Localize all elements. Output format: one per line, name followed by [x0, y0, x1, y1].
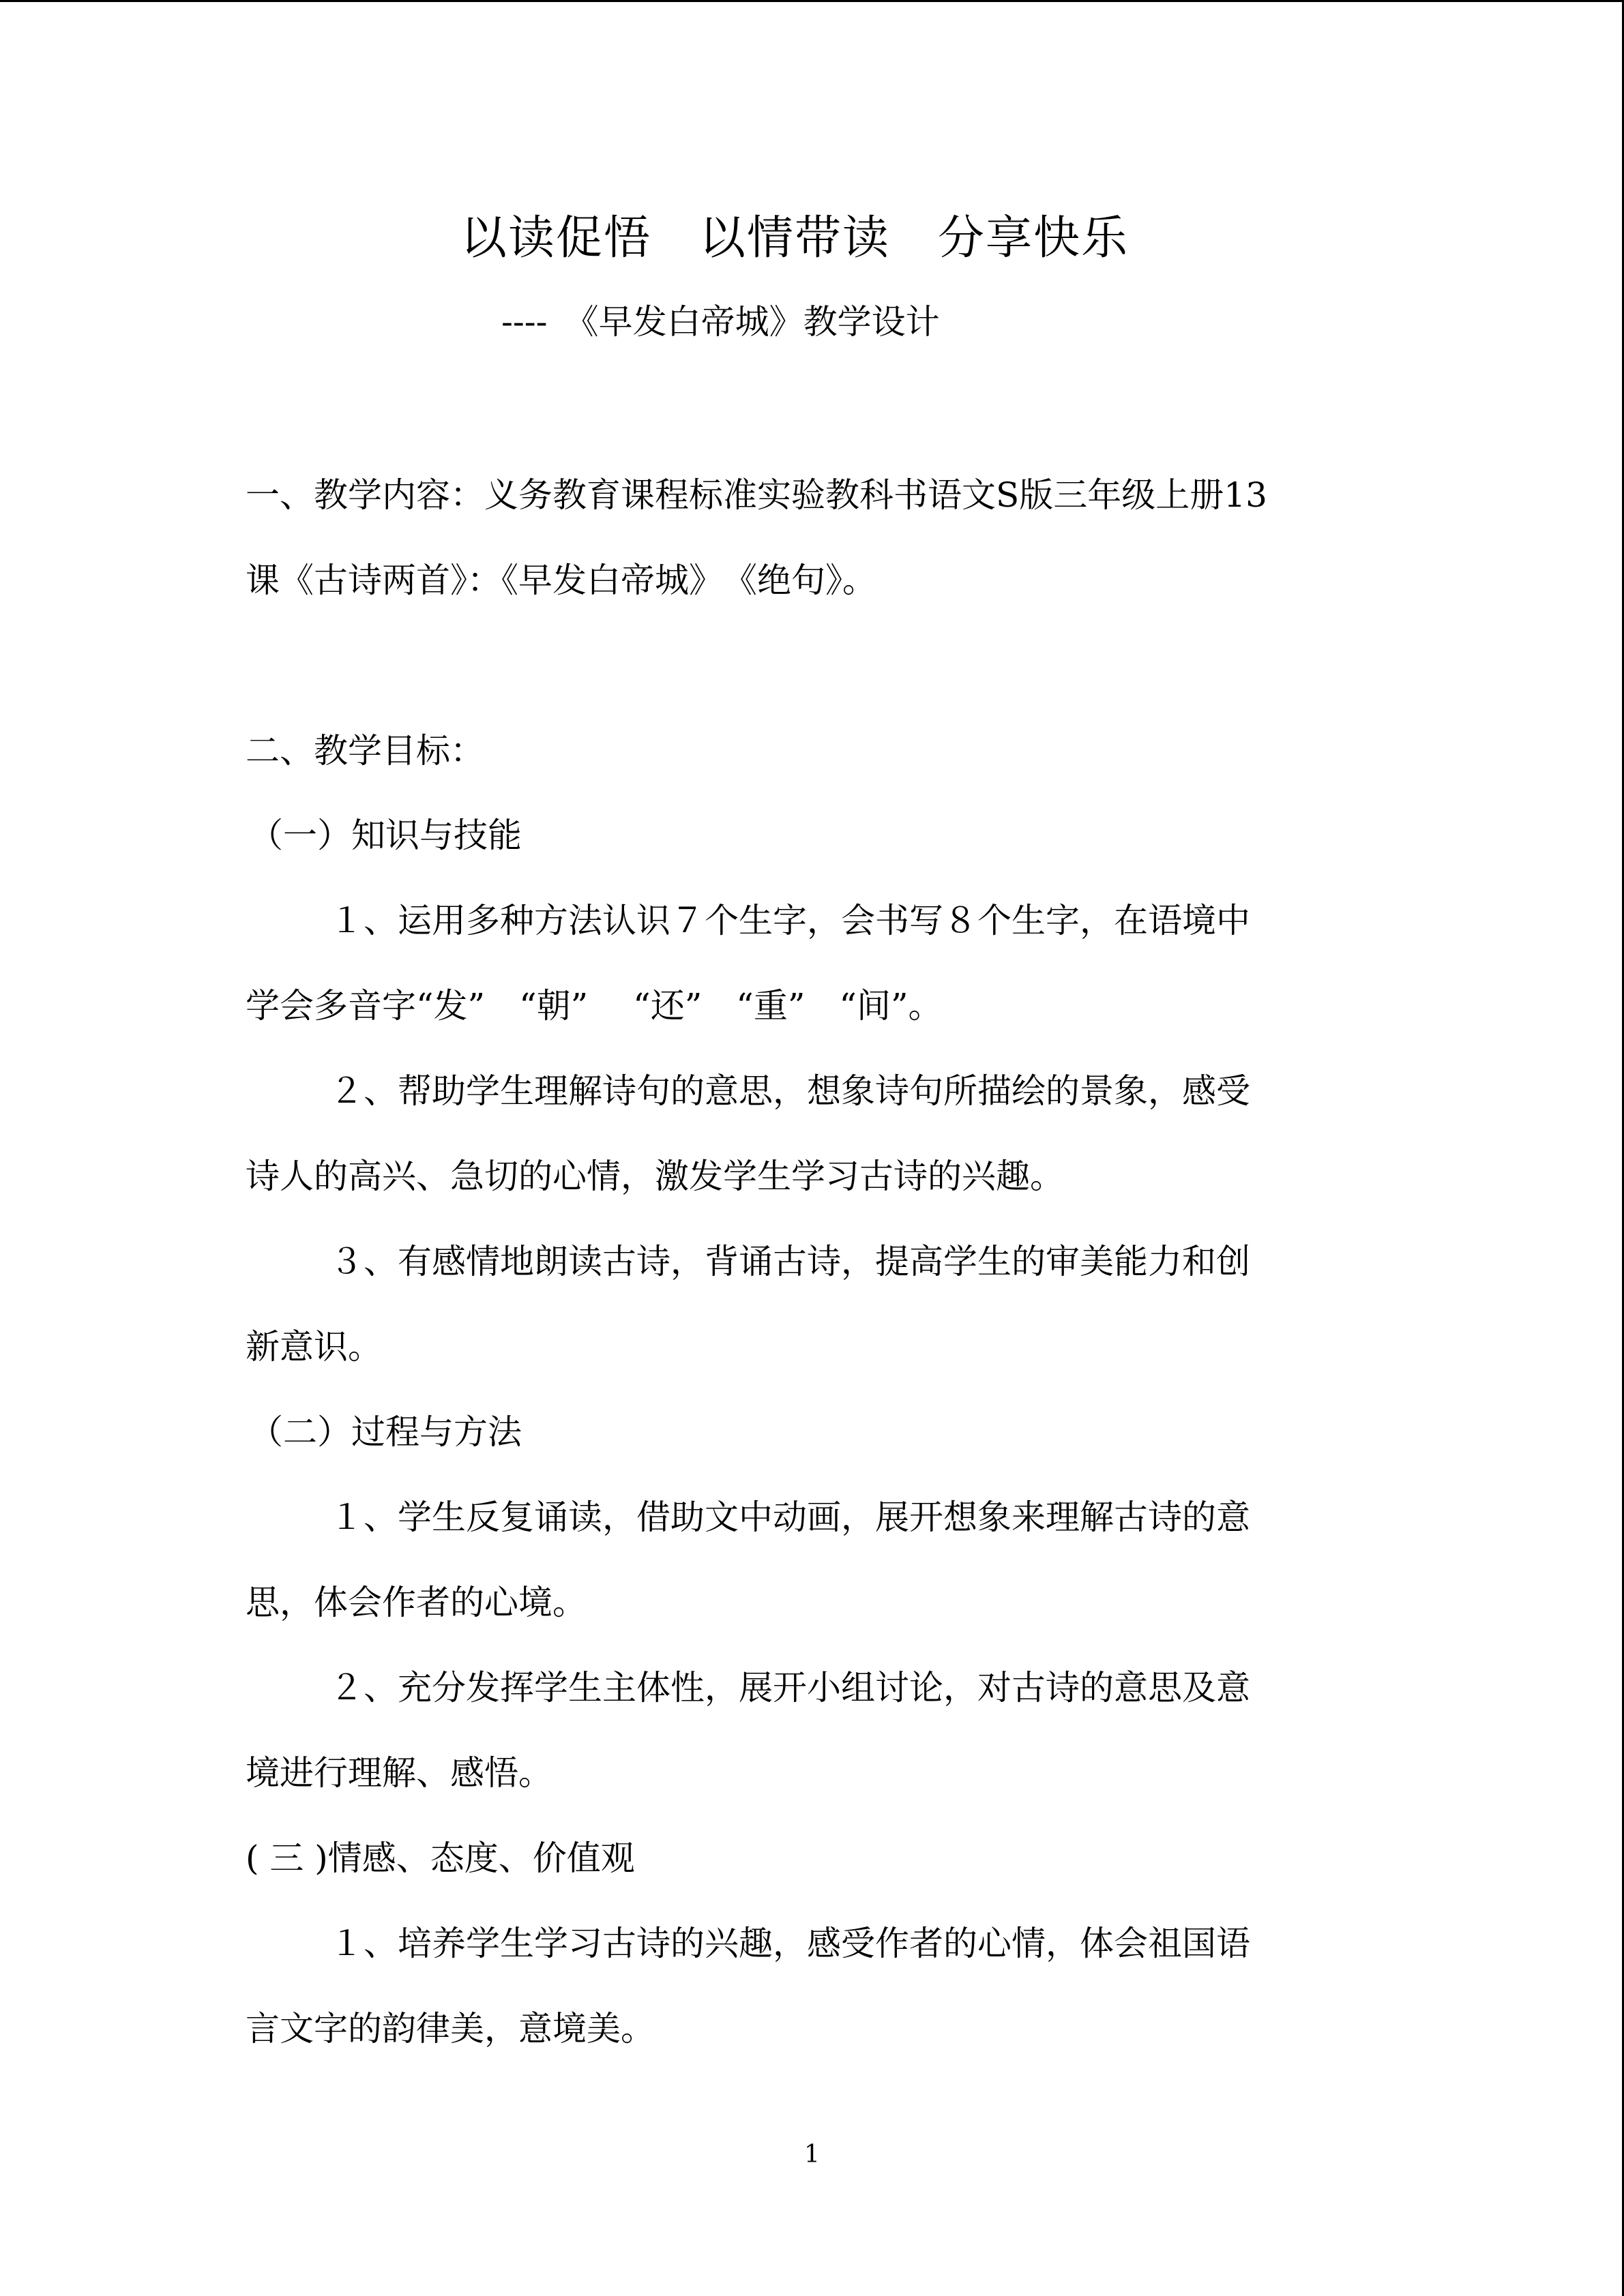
knowledge-skills-heading: （一）知识与技能: [249, 816, 522, 855]
top-border-line: [0, 0, 1624, 2]
teaching-content-line-2: 课《古诗两首》：《早发白帝城》 《绝句》。: [246, 561, 876, 600]
knowledge-item-3-line-1: ３、有感情地朗读古诗，背诵古诗，提高学生的审美能力和创: [329, 1242, 1250, 1281]
process-item-2-line-1: ２、充分发挥学生主体性，展开小组讨论，对古诗的意思及意: [329, 1668, 1250, 1708]
process-item-1-line-2: 思，体会作者的心境。: [246, 1583, 587, 1622]
emotion-values-heading: ( 三 )情感、态度、价值观: [246, 1838, 635, 1878]
teaching-content-line-1: 一、教学内容：义务教育课程标准实验教科书语文S版三年级上册13: [246, 475, 1267, 515]
document-title: 以读促悟 以情带读 分享快乐: [460, 211, 1129, 265]
knowledge-item-1-line-2: 学会多音字“发” “朝” “还” “重” “间”。: [246, 986, 943, 1026]
knowledge-item-2-line-2: 诗人的高兴、急切的心情，激发学生学习古诗的兴趣。: [246, 1157, 1064, 1196]
teaching-goals-heading: 二、教学目标：: [246, 731, 484, 771]
process-item-2-line-2: 境进行理解、感悟。: [246, 1753, 552, 1793]
process-methods-heading: （二）过程与方法: [249, 1412, 522, 1452]
knowledge-item-2-line-1: ２、帮助学生理解诗句的意思，想象诗句所描绘的景象，感受: [329, 1071, 1250, 1111]
knowledge-item-1-line-1: １、运用多种方法认识７个生字，会书写８个生字，在语境中: [329, 901, 1250, 940]
document-subtitle: ---- 《早发白帝城》教学设计: [501, 302, 940, 342]
process-item-1-line-1: １、学生反复诵读，借助文中动画，展开想象来理解古诗的意: [329, 1497, 1250, 1537]
page-number: 1: [804, 2141, 820, 2168]
emotion-item-1-line-1: １、培养学生学习古诗的兴趣，感受作者的心情，体会祖国语: [329, 1924, 1250, 1963]
knowledge-item-3-line-2: 新意识。: [246, 1327, 382, 1367]
emotion-item-1-line-2: 言文字的韵律美，意境美。: [246, 2009, 655, 2048]
